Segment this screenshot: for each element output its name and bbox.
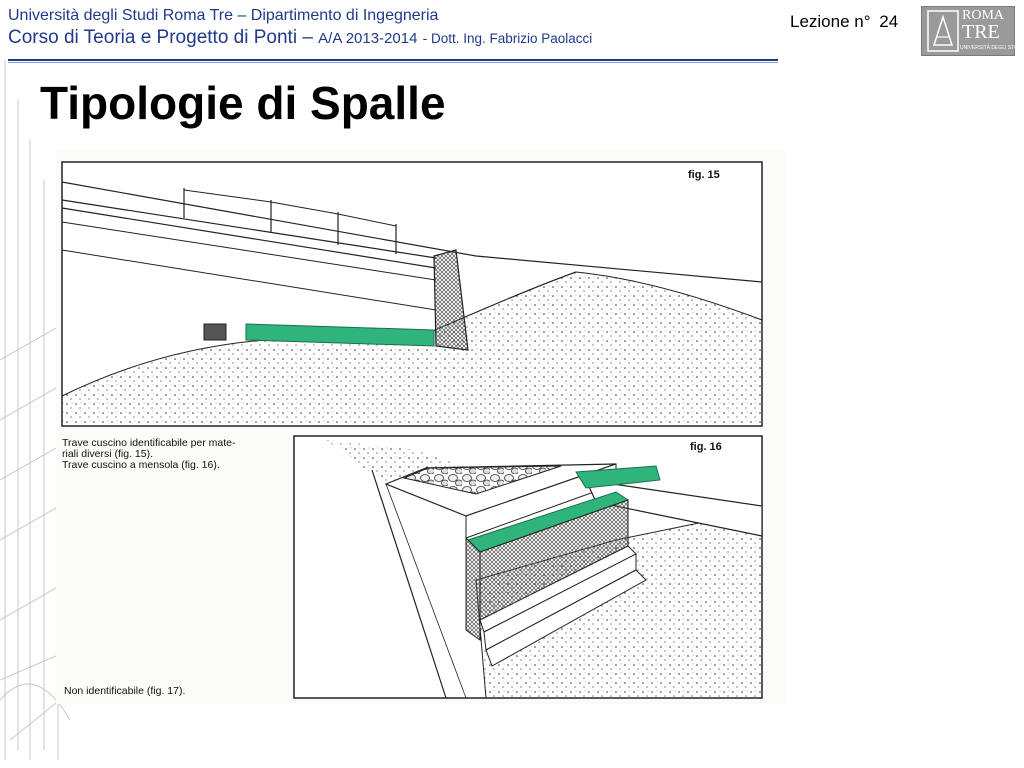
university-logo xyxy=(921,6,1023,56)
caption-bottom: Non identificabile (fig. 17). xyxy=(64,685,186,697)
course-line xyxy=(8,26,788,51)
fig15-panel xyxy=(62,162,762,426)
academic-year: A/A 2013-2014 xyxy=(318,30,418,47)
caption-line: Trave cuscino identificabile per mate- xyxy=(62,437,236,449)
instructor: - Dott. Ing. Fabrizio Paolacci xyxy=(422,31,593,46)
fig16-label: fig. 16 xyxy=(690,441,722,453)
course-name: Corso di Teoria e Progetto di Ponti – xyxy=(8,27,313,48)
fig16-panel xyxy=(294,436,762,698)
figure-caption xyxy=(62,438,236,471)
slide-header xyxy=(8,6,788,51)
logo-tre: TRE xyxy=(962,21,1000,43)
slide-title: Tipologie di Spalle xyxy=(40,77,446,129)
abutment-figure xyxy=(56,150,786,704)
logo-emblem-icon xyxy=(926,9,960,53)
lesson-indicator xyxy=(790,12,898,32)
caption-line: riali diversi (fig. 15). xyxy=(62,448,154,460)
lesson-label: Lezione n° xyxy=(790,12,871,31)
abutment-drawing xyxy=(56,150,786,704)
header-divider-shadow xyxy=(8,62,778,63)
header-divider xyxy=(8,59,778,61)
fig15-label: fig. 15 xyxy=(688,169,720,181)
logo-subtitle: UNIVERSITÀ DEGLI STUDI xyxy=(960,45,1023,51)
lesson-number: 24 xyxy=(879,12,899,31)
logo-roma: ROMA xyxy=(962,8,1005,23)
caption-line: Trave cuscino a mensola (fig. 16). xyxy=(62,459,220,471)
university-line: Università degli Studi Roma Tre – Dipartimento di Ingegneria xyxy=(8,7,439,24)
